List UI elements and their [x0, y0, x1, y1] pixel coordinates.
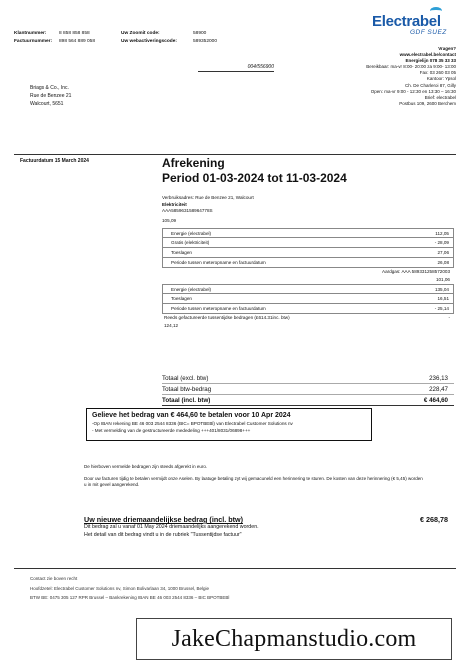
total-value: 228,47 — [429, 386, 448, 393]
total-label: Totaal (excl. btw) — [162, 375, 209, 382]
total-value: € 464,60 — [423, 397, 448, 404]
line-label: Periode tussen meteropname en factuurdatum — [171, 306, 266, 311]
line-label: Toeslagen — [171, 296, 192, 301]
table-row — [162, 284, 454, 294]
line-value: - 25,14 — [434, 306, 449, 311]
line-value: 112,05 — [435, 231, 449, 236]
logo-subbrand: GDF SUEZ — [410, 29, 447, 36]
table-row — [162, 238, 454, 248]
payment-heading: Gelieve het bedrag van € 464,60 te betalen voor 10 Apr 2024 — [92, 412, 291, 419]
payment-instructions — [86, 408, 372, 441]
ean-code: AAA585963158964778S — [162, 208, 213, 214]
zoomit-label: Uw Zoomit code: — [121, 31, 160, 36]
contact-block — [306, 46, 456, 107]
total-label: Totaal (incl. btw) — [162, 397, 211, 404]
line-label: Energie (electrabel) — [171, 287, 212, 292]
invoice-date: Factuurdatum 15 March 2024 — [20, 158, 89, 164]
watermark-banner: JakeChapmanstudio.com — [136, 618, 452, 660]
totals — [162, 373, 454, 406]
line-value: 135,04 — [434, 287, 449, 292]
prepaid-amount: 124,12 — [164, 323, 179, 328]
address-line: Rue de Benzee 21 — [30, 93, 72, 99]
payment-iban: -Op IBAN rekening BE 46 003 2544 8336 (BIC= BPOTBEBl) van Electrabel Customer Solutions nv — [92, 421, 293, 426]
line-label: Periode tussen meteropname en factuurdatum — [171, 260, 266, 265]
document-title: Afrekening — [162, 156, 225, 170]
divider — [14, 154, 456, 155]
consumption-address: Verbruiksadres: Rue de Benzee 21, Walcourt — [162, 195, 254, 200]
prepaid-dash: - — [448, 315, 450, 320]
prepaid-amount-row — [162, 322, 454, 330]
contact-line: Bereikbaar: ma-vr 8:00- 20:00 za 9:00- 13:00 — [366, 64, 456, 70]
line-label: Gratis (elektriciteit) — [171, 240, 210, 245]
gas-ean: Aardgas: AAA 589331258572003 — [382, 269, 450, 274]
new-amount-line: Dit bedrag zal u vanaf 01 May 2024 driemaandelijks aangerekend worden. — [84, 524, 259, 530]
gas-subtotal-row — [162, 276, 454, 284]
line-items — [162, 228, 454, 330]
electricity-subtotal: 105,09 — [162, 217, 177, 223]
total-incl-vat-row — [162, 395, 454, 406]
note-paragraph: De hierboven vermelde bedragen zijn steeds afgerekt in euro. — [84, 464, 208, 469]
web-code-value: 589352000 — [193, 38, 218, 44]
line-value: 16,51 — [437, 296, 449, 301]
client-number-value: 8 858 858 858 — [59, 31, 90, 36]
contact-phone: Energielijn 078 35 33 33 — [405, 58, 456, 64]
contact-office: Kantoor: Ypsol — [426, 76, 456, 82]
electrabel-logo — [372, 4, 462, 40]
contact-website[interactable]: www.electrabel.be/contact — [399, 52, 456, 58]
footer-line: BTW BE: 0475 305 127 RPR Brussel – Bankrekening IBAN BE 46 003 2544 8336 – BIC BPOTBEBl — [30, 595, 230, 601]
address-line: Briags & Co., Inc. — [30, 85, 69, 91]
prepaid-row — [162, 314, 454, 322]
line-value: 26,08 — [437, 260, 449, 265]
web-code-label: Uw webactiveringscode: — [121, 38, 177, 44]
logo-wordmark: Electrabel — [372, 13, 441, 30]
customer-identifiers — [14, 30, 217, 45]
invoice-number-label: Factuurnummer: — [14, 38, 53, 44]
document-period: Period 01-03-2024 tot 11-03-2024 — [162, 171, 347, 185]
document-reference: 004/556900 — [198, 64, 274, 72]
line-value: 27,06 — [437, 250, 449, 255]
table-row — [162, 294, 454, 304]
contact-hours: Open: ma-vr 9:00 - 12:30 en 13:30 – 16:30 — [370, 88, 456, 94]
line-label: Toeslagen — [171, 250, 192, 255]
gas-subtotal: 101,06 — [435, 277, 450, 282]
energy-type: Elektriciteit — [162, 201, 187, 207]
contact-line: Ch. De Charleroi 87, Gilly — [404, 82, 456, 88]
address-line: Walcourt, 5651 — [30, 101, 64, 107]
customer-address — [30, 84, 71, 108]
note-paragraph: Door uw facturen tijdig te betalen vermijdt onze Aselen. By laatuge betaling zyt wij gemacuneld een herinnering te sturen. De kosten van deze herinnering (€ 5,45) worden u in mit gevel aangerekend. — [84, 476, 423, 488]
client-number-label: Klantnummer: — [14, 31, 47, 36]
total-label: Totaal btw-bedrag — [162, 386, 212, 393]
zoomit-value: 58900 — [193, 31, 207, 36]
footer-line: Hoofdzetel: Electrabel Customer Solutions nv, Simon Bolivarlaan 34, 1000 Brussel, Belgie — [30, 585, 210, 591]
contact-mail: Brief: electrabel — [424, 94, 456, 100]
line-label: Energie (electrabel) — [171, 231, 212, 236]
divider — [14, 568, 456, 569]
invoice-number-value: 898 564 889 058 — [59, 38, 96, 44]
table-row — [162, 304, 454, 314]
table-row — [162, 258, 454, 268]
new-amount-value: € 268,78 — [420, 515, 448, 524]
contact-fax: Fax: 03 260 03 05 — [419, 70, 456, 76]
payment-reference: - Met vermelding van de gestructureerde mededeling +++401/8031/06898+++ — [92, 427, 251, 433]
footer — [30, 574, 229, 603]
footer-line: Contact zie boven recht — [30, 576, 78, 581]
new-amount-line: Het detail van dit bedrag vindt u in de rubriek "Tussentijdse factuur" — [84, 531, 242, 538]
total-value: 236,13 — [429, 375, 448, 382]
notes — [84, 464, 424, 495]
contact-line: Vragen? — [438, 46, 456, 51]
new-quarterly-amount — [84, 515, 454, 539]
table-row — [162, 228, 454, 238]
prepaid-label: Reeds gefactureerde tussentijdse bedragen (£614.31inc. btw) — [164, 315, 290, 320]
new-amount-heading: Uw nieuwe driemaandelijkse bedrag (incl. btw) — [84, 515, 243, 524]
total-excl-vat-row — [162, 373, 454, 384]
total-vat-row — [162, 384, 454, 395]
gas-header-row — [162, 268, 454, 276]
consumption-details — [162, 195, 254, 224]
contact-line: Postbus 109, 2600 Berchem — [399, 100, 456, 106]
line-value: - 28,09 — [434, 240, 449, 245]
table-row — [162, 248, 454, 258]
